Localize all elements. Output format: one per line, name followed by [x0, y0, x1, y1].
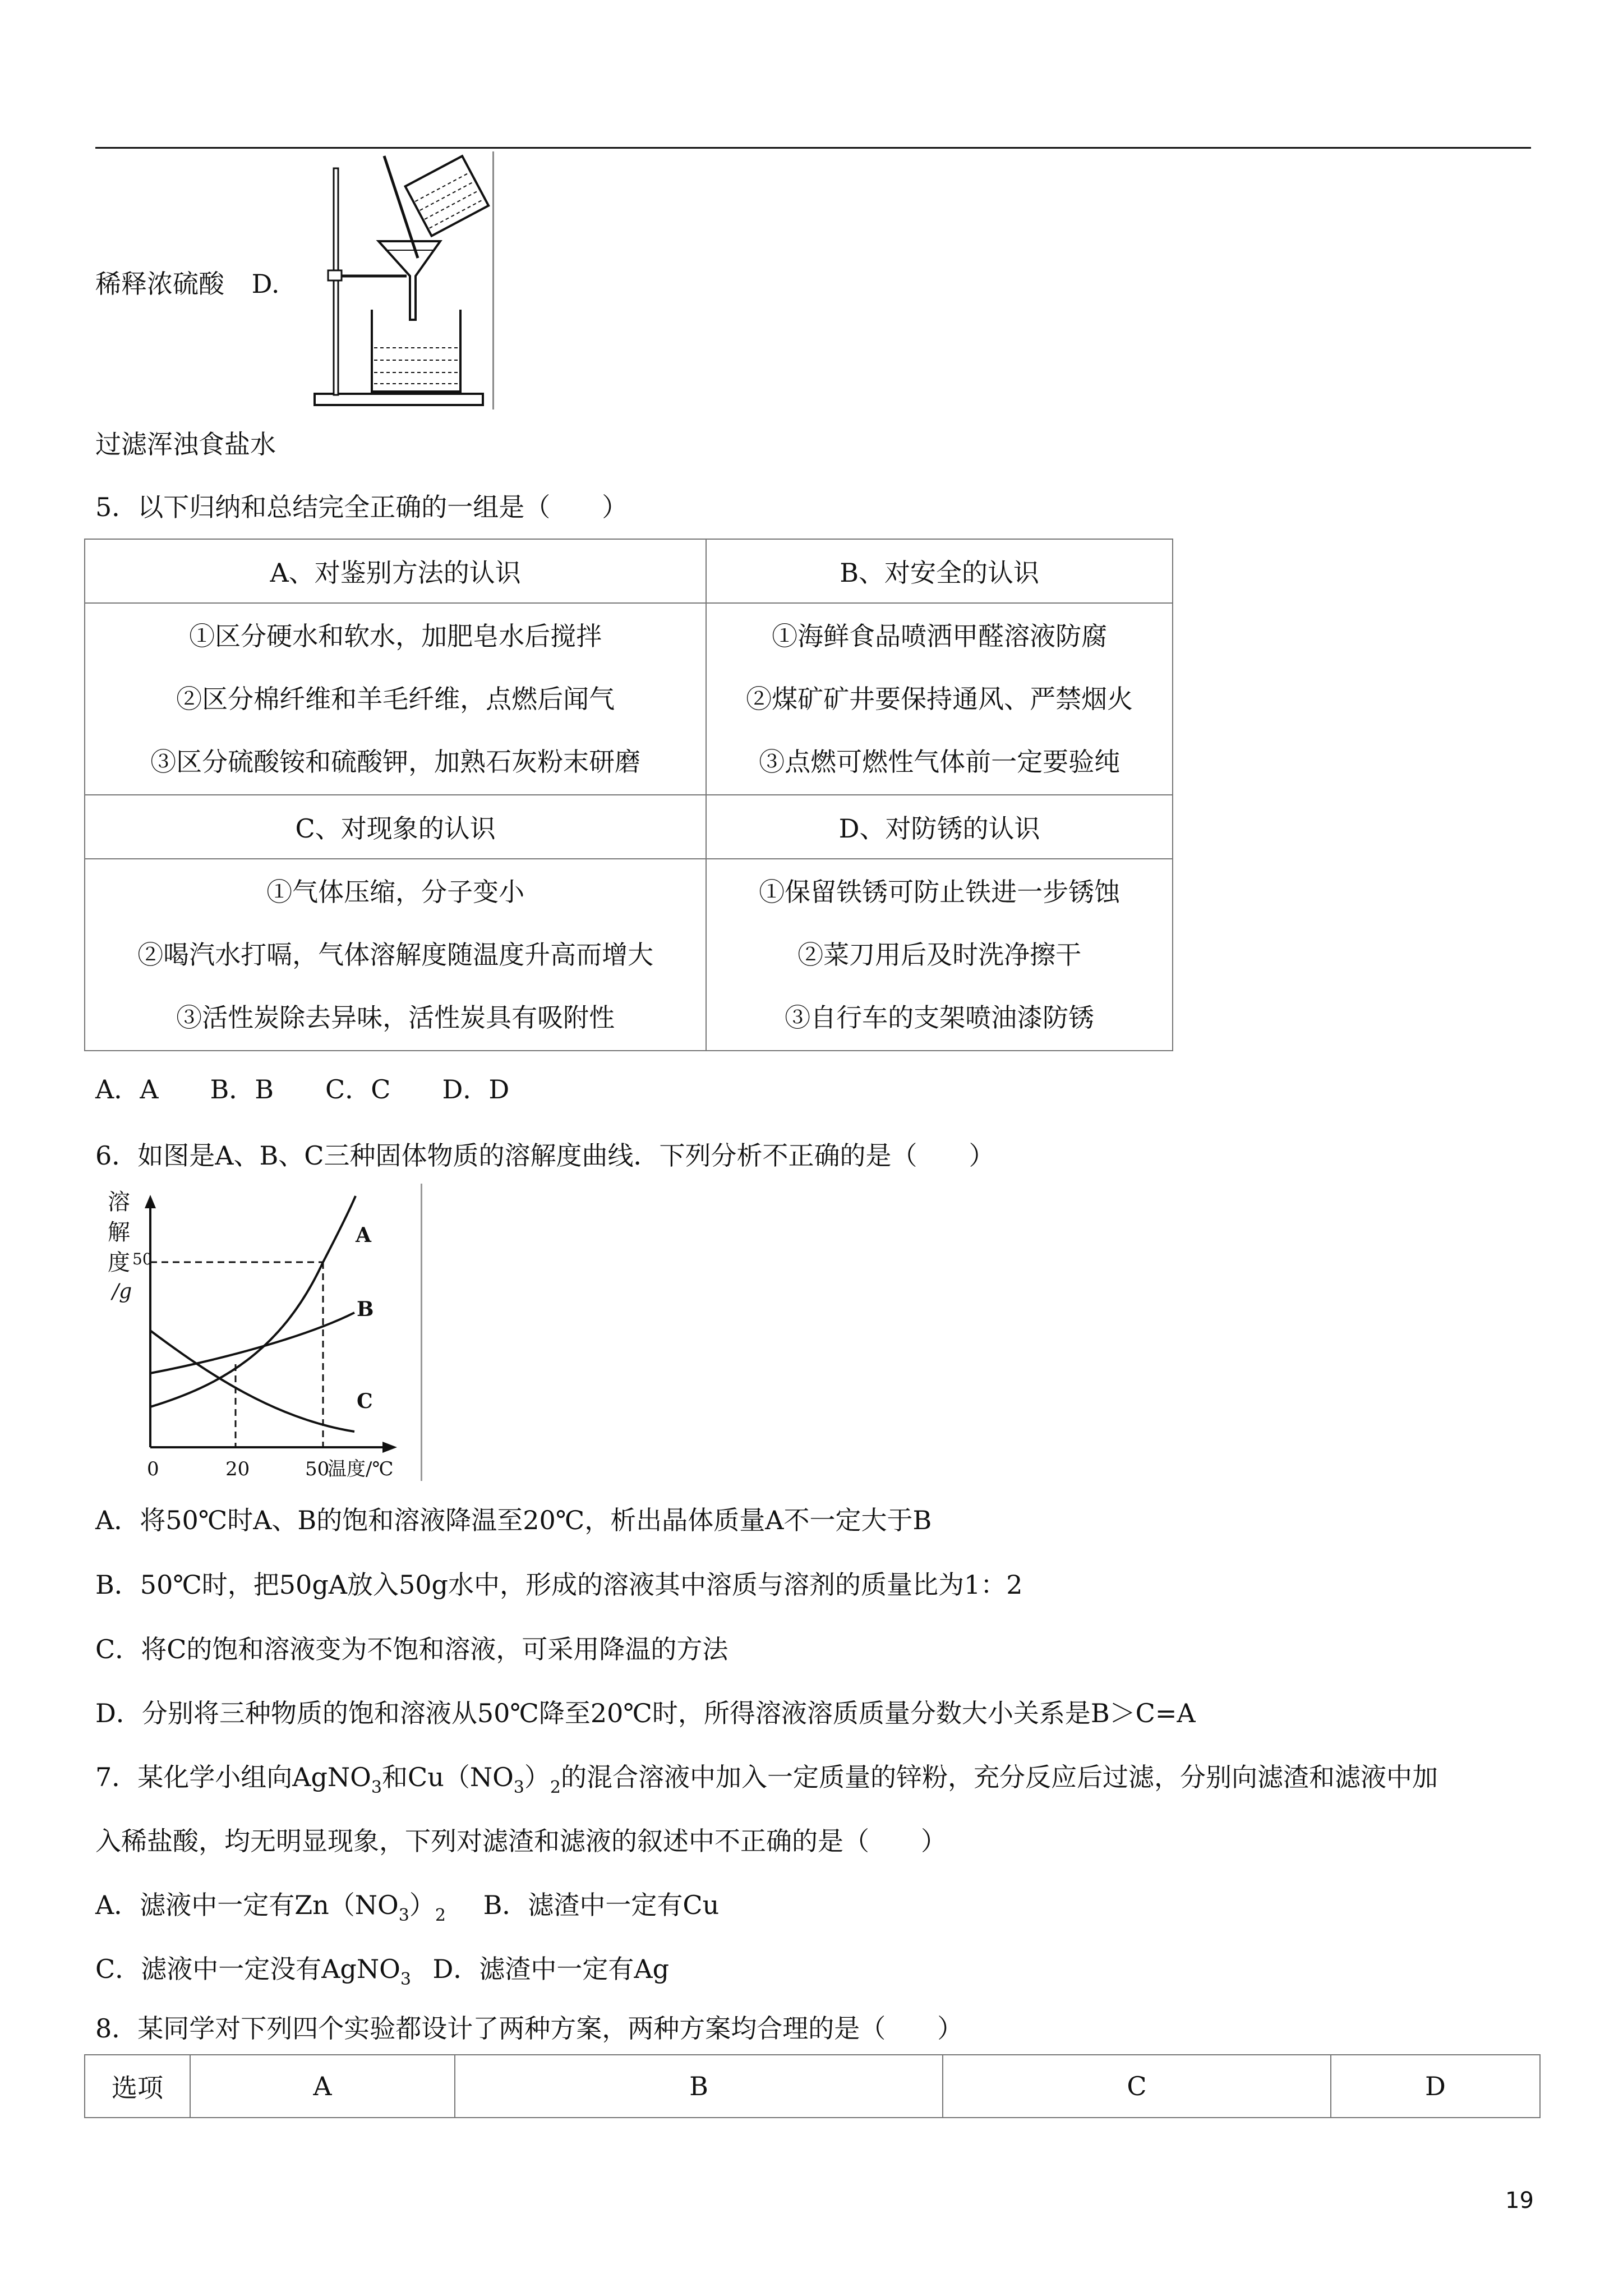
q5-b-item-3: ③点燃可燃性气体前一定要验纯 — [759, 747, 1121, 777]
q7-stem-line2: 入稀盐酸，均无明显现象，下列对滤渣和滤液的叙述中不正确的是（ ） — [95, 1826, 947, 1856]
q4-option-d-label: D. — [251, 269, 280, 299]
filtration-apparatus-figure — [311, 151, 496, 411]
q7-options-row2 — [95, 1952, 669, 1990]
q5-options: A．A B．B C．C D．D — [95, 1074, 510, 1105]
q5-cell-d-body — [706, 859, 1173, 1051]
q5-c-item-2: ②喝汽水打嗝，气体溶解度随温度升高而增大 — [137, 940, 654, 970]
q7-option-c: C．滤液中一定没有AgNO$_3$ — [95, 1954, 411, 1989]
q7-option-d: D．滤渣中一定有Ag — [432, 1954, 670, 1984]
q5-a-item-2: ②区分棉纤维和羊毛纤维，点燃后闻气 — [176, 684, 615, 714]
q4-option-c-caption: 稀释浓硫酸 D. — [95, 269, 280, 299]
q6-option-a: A．将50℃时A、B的饱和溶液降温至20℃，析出晶体质量A不一定大于B — [95, 1505, 932, 1535]
q8-stem: 8．某同学对下列四个实验都设计了两种方案，两种方案均合理的是（ ） — [95, 2013, 963, 2044]
q8-header-d: D — [1331, 2055, 1540, 2118]
q7-option-b: B．滤渣中一定有Cu — [483, 1890, 720, 1920]
q7-option-a: A．滤液中一定有$Zn(NO_3)_2$ — [95, 1890, 446, 1925]
q5-cell-b-body — [706, 603, 1173, 795]
curve-a — [150, 1196, 356, 1407]
q5-cell-b-head: B、对安全的认识 — [706, 539, 1173, 603]
y-label-char-1: 溶 — [108, 1189, 130, 1215]
q5-c-item-1: ①气体压缩，分子变小 — [266, 877, 525, 907]
header-rule — [95, 147, 1531, 149]
y-label-char-3: 度 — [108, 1250, 130, 1276]
curve-label-c: C — [357, 1389, 373, 1413]
curve-label-a: A — [356, 1223, 371, 1247]
q5-b-item-2: ②煤矿矿井要保持通风、严禁烟火 — [746, 684, 1133, 714]
x-tick-20: 20 — [225, 1458, 250, 1480]
q5-cell-c-body — [85, 859, 706, 1051]
q6-stem: 6．如图是A、B、C三种固体物质的溶解度曲线．下列分析不正确的是（ ） — [95, 1140, 995, 1171]
q5-d-item-1: ①保留铁锈可防止铁进一步锈蚀 — [759, 877, 1121, 907]
y-label-unit: /g — [112, 1280, 132, 1303]
x-tick-50: 50 — [305, 1458, 330, 1480]
q5-cell-a-body — [85, 603, 706, 795]
q5-d-item-3: ③自行车的支架喷油漆防锈 — [785, 1002, 1095, 1033]
x-tick-0: 0 — [147, 1458, 159, 1480]
q5-d-item-2: ②菜刀用后及时洗净擦干 — [797, 940, 1082, 970]
q8-header-b: B — [455, 2055, 943, 2118]
q6-option-c: C．将C的饱和溶液变为不饱和溶液，可采用降温的方法 — [95, 1634, 728, 1664]
page-number: 19 — [1505, 2188, 1534, 2214]
q6-option-d: D．分别将三种物质的饱和溶液从50℃降至20℃时，所得溶液溶质质量分数大小关系是B＞C=A — [95, 1698, 1196, 1728]
y-tick-50: 50 — [132, 1250, 153, 1268]
y-label-char-2: 解 — [108, 1220, 130, 1245]
q8-header-option: 选项 — [85, 2055, 190, 2118]
q5-cell-c-head: C、对现象的认识 — [85, 795, 706, 859]
q8-table — [84, 2054, 1541, 2118]
q5-cell-d-head: D、对防锈的认识 — [706, 795, 1173, 859]
q5-a-item-1: ①区分硬水和软水，加肥皂水后搅拌 — [189, 621, 602, 651]
q7-options-row1 — [95, 1888, 719, 1926]
q5-table — [84, 539, 1173, 1051]
q5-stem: 5．以下归纳和总结完全正确的一组是（ ） — [95, 492, 628, 522]
q7-stem-line1: 7．某化学小组向AgNO$_3$和$Cu(NO_3)_2$的混合溶液中加入一定质量的锌粉，充分反应后过滤，分别向滤渣和滤液中加 — [95, 1762, 1438, 1797]
curve-label-b: B — [357, 1297, 374, 1321]
q8-header-a: A — [190, 2055, 455, 2118]
q5-b-item-1: ①海鲜食品喷洒甲醛溶液防腐 — [772, 621, 1108, 651]
q6-option-b: B．50℃时，把50gA放入50g水中，形成的溶液其中溶质与溶剂的质量比为1：2 — [95, 1570, 1023, 1600]
q5-a-item-3: ③区分硫酸铵和硫酸钾，加熟石灰粉末研磨 — [150, 747, 641, 777]
q5-c-item-3: ③活性炭除去异味，活性炭具有吸附性 — [176, 1002, 615, 1033]
q5-cell-a-head: A、对鉴别方法的认识 — [85, 539, 706, 603]
x-axis-label: 温度/℃ — [328, 1458, 394, 1480]
q4-option-d-caption: 过滤浑浊食盐水 — [95, 429, 276, 459]
q8-header-c: C — [943, 2055, 1331, 2118]
solubility-curve-figure — [96, 1184, 427, 1487]
